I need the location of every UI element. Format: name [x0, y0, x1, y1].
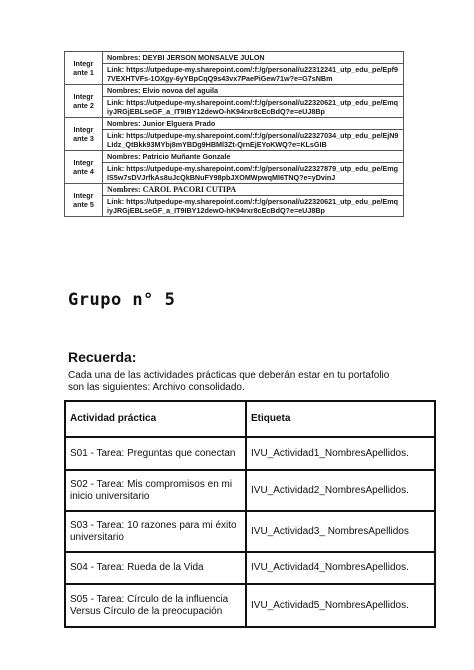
table-row	[65, 511, 435, 552]
member-link[interactable]: Link: https://utpedupe-my.sharepoint.com/:f:/g/personal/u22327879_utp_edu_pe/EmgIS5w7sDVJrfkAs8uJcQkBNuFY98pbJXOMWpwqMI6TNQ?e=yDvinJ	[103, 163, 404, 184]
table-header-row	[65, 401, 435, 437]
member-link[interactable]: Link: https://utpedupe-my.sharepoint.com/:f:/g/personal/u22320621_utp_edu_pe/EmqiyJRGjEBLseGF_a_IT9IBY12dewO-hK94rxr8cEcBdQ?e=eUJ8Bp	[103, 97, 404, 118]
member-row	[65, 151, 404, 163]
member-link[interactable]: Link: https://utpedupe-my.sharepoint.com/:f:/g/personal/u22327034_utp_edu_pe/EjN9LIdz_QtBkk93MYbj8mYBDg9HBMl3Zt-QrnEjEYoKWQ?e=KLsGIB	[103, 130, 404, 151]
members-table	[64, 51, 404, 217]
member-row	[65, 85, 404, 97]
tag-cell: IVU_Actividad4_NombresApellidos.	[246, 552, 435, 584]
member-row	[65, 52, 404, 64]
header-tag: Etiqueta	[246, 401, 435, 437]
activity-cell: S03 - Tarea: 10 razones para mi éxito universitario	[65, 511, 246, 552]
tag-cell: IVU_Actividad5_NombresApellidos.	[246, 584, 435, 627]
table-row	[65, 552, 435, 584]
table-row	[65, 437, 435, 470]
member-name: Nombres: Elvio novoa del aguila	[103, 85, 404, 97]
member-row	[65, 184, 404, 196]
header-activity: Actividad práctica	[65, 401, 246, 437]
reminder-heading: Recuerda:	[68, 349, 137, 365]
member-name: Nombres: Junior Elguera Prado	[103, 118, 404, 130]
activities-table	[64, 400, 436, 628]
activity-cell: S02 - Tarea: Mis compromisos en mi inicio universitario	[65, 470, 246, 511]
member-link[interactable]: Link: https://utpedupe-my.sharepoint.com/:f:/g/personal/u22320621_utp_edu_pe/EmqiyJRGjEBLseGF_a_IT9IBY12dewO-hK94rxr8cEcBdQ?e=eUJ8Bp	[103, 196, 404, 217]
member-label: Integr ante 2	[65, 85, 103, 118]
table-row	[65, 470, 435, 511]
member-link[interactable]: Link: https://utpedupe-my.sharepoint.com/:f:/g/personal/u22312241_utp_edu_pe/Epf97VEXHTVFs-1OXgy-6yYBpCqQ9s43vx7PaePiGew71w?e=G7sNBm	[103, 64, 404, 85]
member-label: Integr ante 4	[65, 151, 103, 184]
reminder-text: Cada una de las actividades prácticas que deberán estar en tu portafolio son las siguientes: Archivo consolidado.	[68, 370, 390, 393]
member-label: Integr ante 1	[65, 52, 103, 85]
activity-cell: S04 - Tarea: Rueda de la Vida	[65, 552, 246, 584]
activity-cell: S05 - Tarea: Círculo de la influencia Versus Círculo de la preocupación	[65, 584, 246, 627]
member-row	[65, 118, 404, 130]
member-label: Integr ante 5	[65, 184, 103, 217]
activity-cell: S01 - Tarea: Preguntas que conectan	[65, 437, 246, 470]
table-row	[65, 584, 435, 627]
member-label: Integr ante 3	[65, 118, 103, 151]
tag-cell: IVU_Actividad3_ NombresApellidos	[246, 511, 435, 552]
group-title: Grupo n° 5	[68, 290, 176, 310]
member-name: Nombres: Patricio Muñante Gonzale	[103, 151, 404, 163]
member-name: Nombres: DEYBI JERSON MONSALVE JULON	[103, 52, 404, 64]
member-name: Nombres: CAROL PACORI CUTIPA	[103, 184, 404, 196]
tag-cell: IVU_Actividad1_NombresApellidos.	[246, 437, 435, 470]
tag-cell: IVU_Actividad2_NombresApellidos.	[246, 470, 435, 511]
